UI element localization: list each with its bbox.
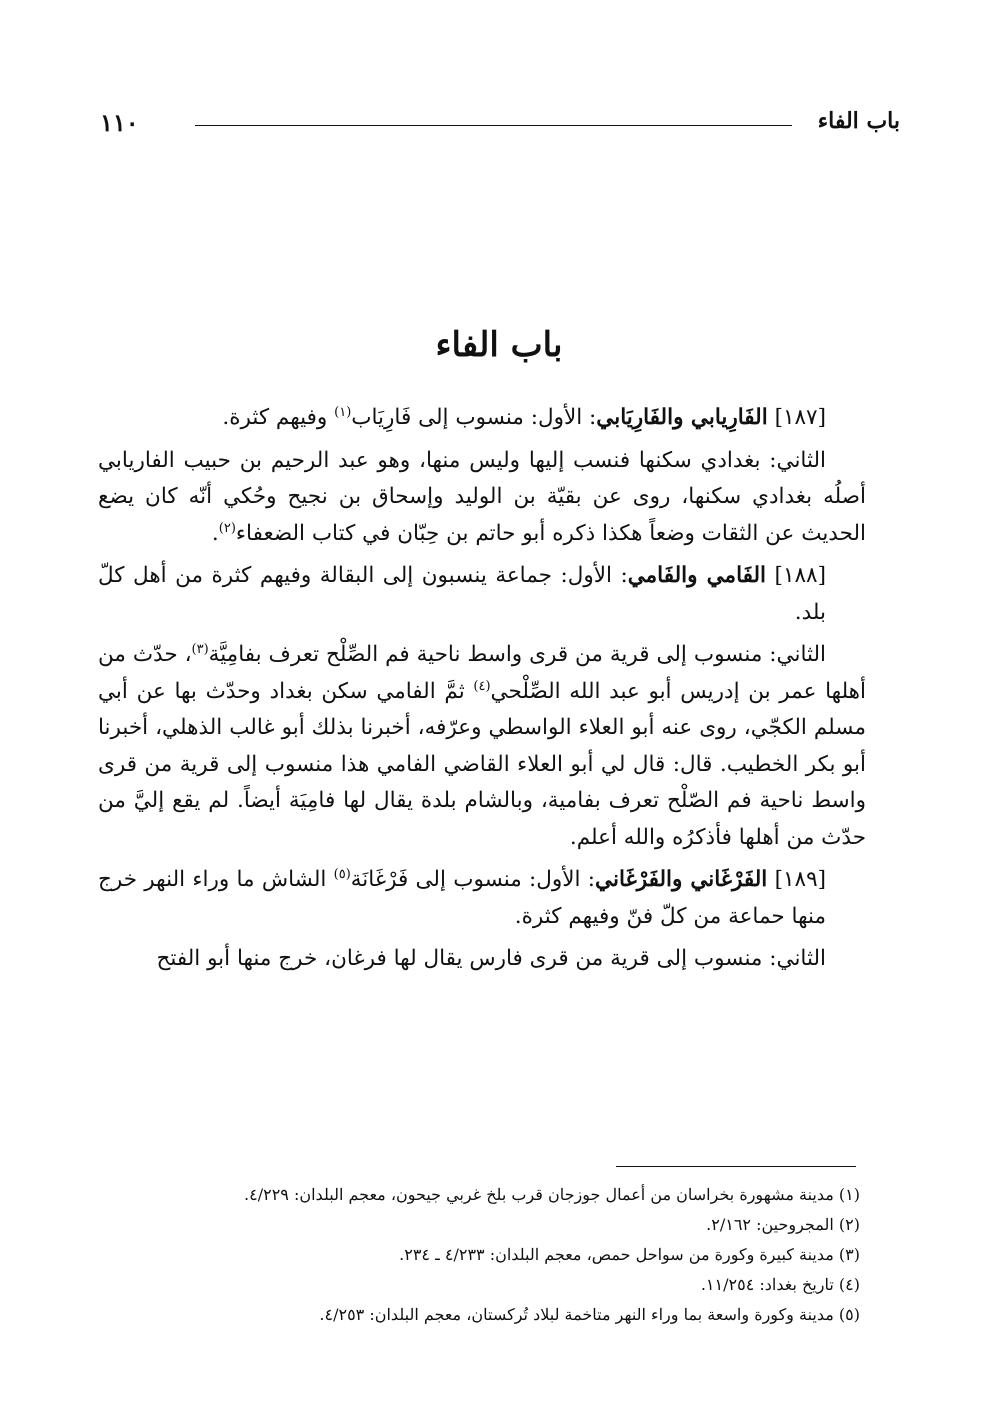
footnote-separator [616,1166,856,1167]
header-rule [195,125,792,126]
footnote-5: (٥) مدينة وكورة واسعة بما وراء النهر متاخمة لبلاد تُركستان، معجم البلدان: ٤/٢٥٣. [319,1305,860,1324]
footnote-ref: (٢) [218,520,236,536]
entry-187-first [98,400,866,437]
entry-text: الثاني: منسوب إلى قرية من قرى واسط ناحية فم الصِّلْح تعرف بفامِيَّة [208,642,827,667]
body-text [98,400,866,984]
entry-heading: الفَامي والفَامي [627,563,767,588]
entry-text: الثاني: منسوب إلى قرية من قرى فارس يقال لها فرغان، خرج منها أبو الفتح [156,946,826,971]
entry-187-second [98,443,866,553]
entry-heading: الفَارِيابي والفَارِيَابي [596,405,768,430]
entry-188-second [98,637,866,856]
footnote-4: (٤) تاريخ بغداد: ١١/٢٥٤. [700,1275,860,1294]
entry-text: وفيهم كثرة. [222,405,335,430]
entry-text: . [211,520,219,546]
entry-text: الشاش ما وراء النهر خرج منها حماعة من كلّ فنّ وفيهم كثرة. [98,867,826,929]
footnote-ref: (٥) [333,866,351,882]
footnote-3: (٣) مدينة كبيرة وكورة من سواحل حمص، معجم البلدان: ٤/٢٣٣ ـ ٢٣٤. [399,1245,860,1264]
entry-text: : الأول: منسوب إلى فَارِيَاب [351,405,597,430]
entry-text: الثاني: بغدادي سكنها فنسب إليها وليس منها، وهو عبد الرحيم بن حبيب الفاريابي أصلُه بغدادي سكنها، روى عن بقيّة بن الوليد وإسحاق بن نجيح وحُكي أنّه كان يضع الحديث عن الثقات وضعاً هكذا ذكره أبو حاتم بن حِبّان في كتاب الضعفاء [98,447,866,546]
running-header [100,108,900,148]
entry-189-second [98,941,866,978]
entry-text: ثمَّ الفامي سكن بغداد وحدّث بها عن أبي مسلم الكجّي، روى عنه أبو العلاء الواسطي وعرّفه، أخبرنا بذلك أبو غالب الذهلي، أخبرنا أبو بكر الخطيب. قال: قال لي أبو العلاء القاضي الفامي هذا منسوب إلى قرية من قرى واسط ناحية فم الصّلْح تعرف بفامية، وبالشام بلدة يقال لها فامِيَة أيضاً. لم يقع إليَّ من حدّث من أهلها فأذكرُه والله أعلم. [98,678,866,850]
entry-number: [١٨٨] [774,563,826,588]
footnote-ref: (٤) [473,678,491,694]
footnotes [100,1180,860,1330]
page-number: ١١٠ [100,108,139,137]
entry-text: ، حدّث من أهلها عمر بن إدريس أبو عبد الله الصِّلْحي [98,642,866,704]
entry-number: [١٨٩] [774,867,827,892]
entry-188-first [98,558,866,631]
header-section-title: باب الفاء [817,108,900,134]
footnote-ref: (٣) [191,641,209,657]
footnote-1: (١) مدينة مشهورة بخراسان من أعمال جوزجان قرب بلخ غربي جيحون، معجم البلدان: ٤/٢٢٩. [244,1185,860,1204]
entry-text: : الأول: منسوب إلى فَرْغَانَة [350,867,596,892]
footnote-ref: (١) [334,404,352,420]
footnote-2: (٢) المجروحين: ٢/١٦٢. [706,1215,860,1234]
entry-number: [١٨٧] [774,405,826,430]
entry-189-first [98,862,866,935]
entry-text: : الأول: جماعة ينسبون إلى البقالة وفيهم كثرة من أهل كلّ بلد. [98,563,826,625]
entry-heading: الفَرْغَاني والفَرْغَاني [595,867,768,892]
chapter-title: باب الفاء [435,325,563,365]
